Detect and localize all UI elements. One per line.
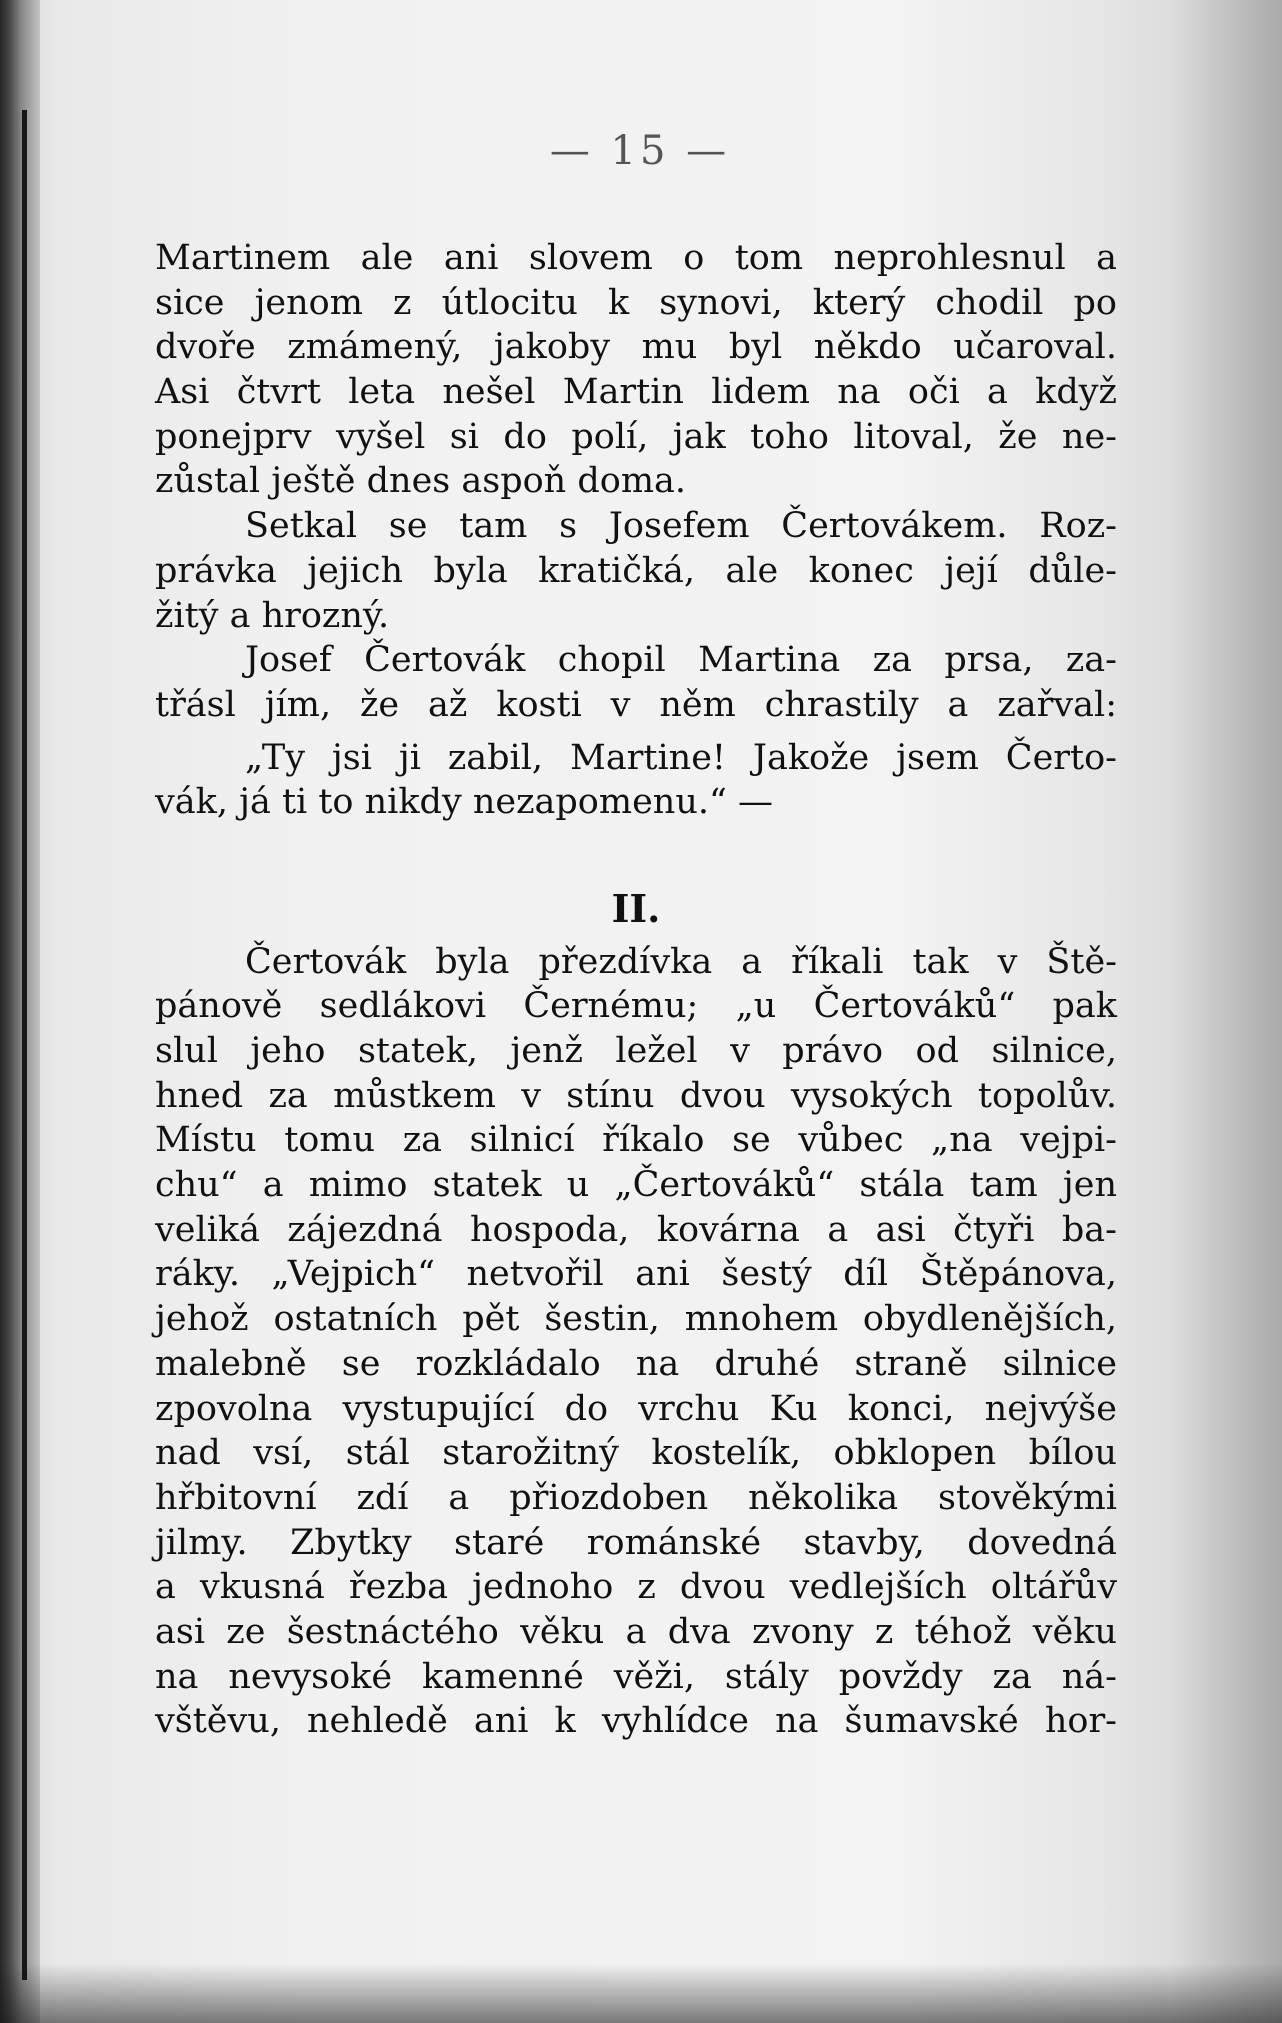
book-spine (0, 0, 40, 2023)
text-line: dvoře zmámený, jakoby mu byl někdo učaroval. (155, 327, 1117, 368)
binding-edge (22, 110, 27, 1980)
text-line: zůstal ještě dnes aspoň doma. (155, 461, 686, 502)
text-line: Josef Čertovák chopil Martina za prsa, za- (245, 640, 1117, 681)
paragraph-1 (155, 236, 1117, 504)
text-line: jehož ostatních pět šestin, mnohem obydlenějších, (155, 1299, 1117, 1340)
page-text (155, 236, 1117, 1744)
text-line: hřbitovní zdí a přiozdoben několika stověkými (155, 1477, 1117, 1518)
text-line: právka jejich byla kratičká, ale konec její důle- (155, 550, 1117, 591)
spacer (155, 825, 1117, 887)
text-line: třásl jím, že až kosti v něm chrastily a zařval: (155, 684, 1117, 725)
text-line: na nevysoké kamenné věži, stály povždy za ná- (155, 1656, 1117, 1697)
text-line: chu“ a mimo statek u „Čertováků“ stála tam jen (155, 1165, 1117, 1206)
section-heading: II. (611, 885, 661, 931)
text-line: ponejprv vyšel si do polí, jak toho litoval, že ne- (155, 416, 1117, 457)
text-line: Asi čtvrt leta nešel Martin lidem na oči a když (155, 372, 1117, 413)
text-line: vštěvu, nehledě ani k vyhlídce na šumavské hor- (155, 1701, 1117, 1742)
text-line: asi ze šestnáctého věku a dva zvony z téhož věku (155, 1611, 1117, 1652)
text-line: sice jenom z útlocitu k synovi, který chodil po (155, 282, 1117, 323)
page-edge-shadow (1172, 0, 1282, 2023)
text-line: vák, já ti to nikdy nezapomenu.“ — (155, 782, 774, 823)
text-line: zpovolna vystupující do vrchu Ku konci, nejvýše (155, 1388, 1117, 1429)
text-line: nad vsí, stál starožitný kostelík, obklopen bílou (155, 1433, 1117, 1474)
text-line: veliká zájezdná hospoda, kovárna a asi čtyři ba- (155, 1209, 1117, 1250)
text-line: pánově sedlákovi Černému; „u Čertováků“ pak (155, 986, 1117, 1027)
text-line: Setkal se tam s Josefem Čertovákem. Roz- (245, 506, 1117, 547)
spacer (155, 932, 1117, 940)
text-line: ráky. „Vejpich“ netvořil ani šestý díl Štěpánova, (155, 1254, 1117, 1295)
text-line: hned za můstkem v stínu dvou vysokých topolův. (155, 1075, 1117, 1116)
page-bottom-shadow (0, 1963, 1282, 2023)
text-line: žitý a hrozný. (155, 595, 390, 636)
spacer (155, 728, 1117, 736)
text-line: Martinem ale ani slovem o tom neprohlesnul a (155, 238, 1117, 278)
text-line: jilmy. Zbytky staré románské stavby, dovedná (155, 1522, 1117, 1563)
paragraph-3 (155, 638, 1117, 727)
section-paragraph (155, 940, 1117, 1744)
text-line: a vkusná řezba jednoho z dvou vedlejších oltářův (155, 1567, 1117, 1608)
paragraph-2 (155, 504, 1117, 638)
text-line: Čertovák byla přezdívka a říkali tak v Ště- (245, 941, 1117, 982)
text-line: Místu tomu za silnicí říkalo se vůbec „na vejpi- (155, 1120, 1117, 1161)
paragraph-4 (155, 736, 1117, 825)
text-line: „Ty jsi ji zabil, Martine! Jakože jsem Čerto- (245, 737, 1117, 778)
text-line: slul jeho statek, jenž ležel v právo od silnice, (155, 1031, 1117, 1071)
page-number: — 15 — (549, 128, 731, 174)
text-line: malebně se rozkládalo na druhé straně silnice (155, 1343, 1117, 1384)
